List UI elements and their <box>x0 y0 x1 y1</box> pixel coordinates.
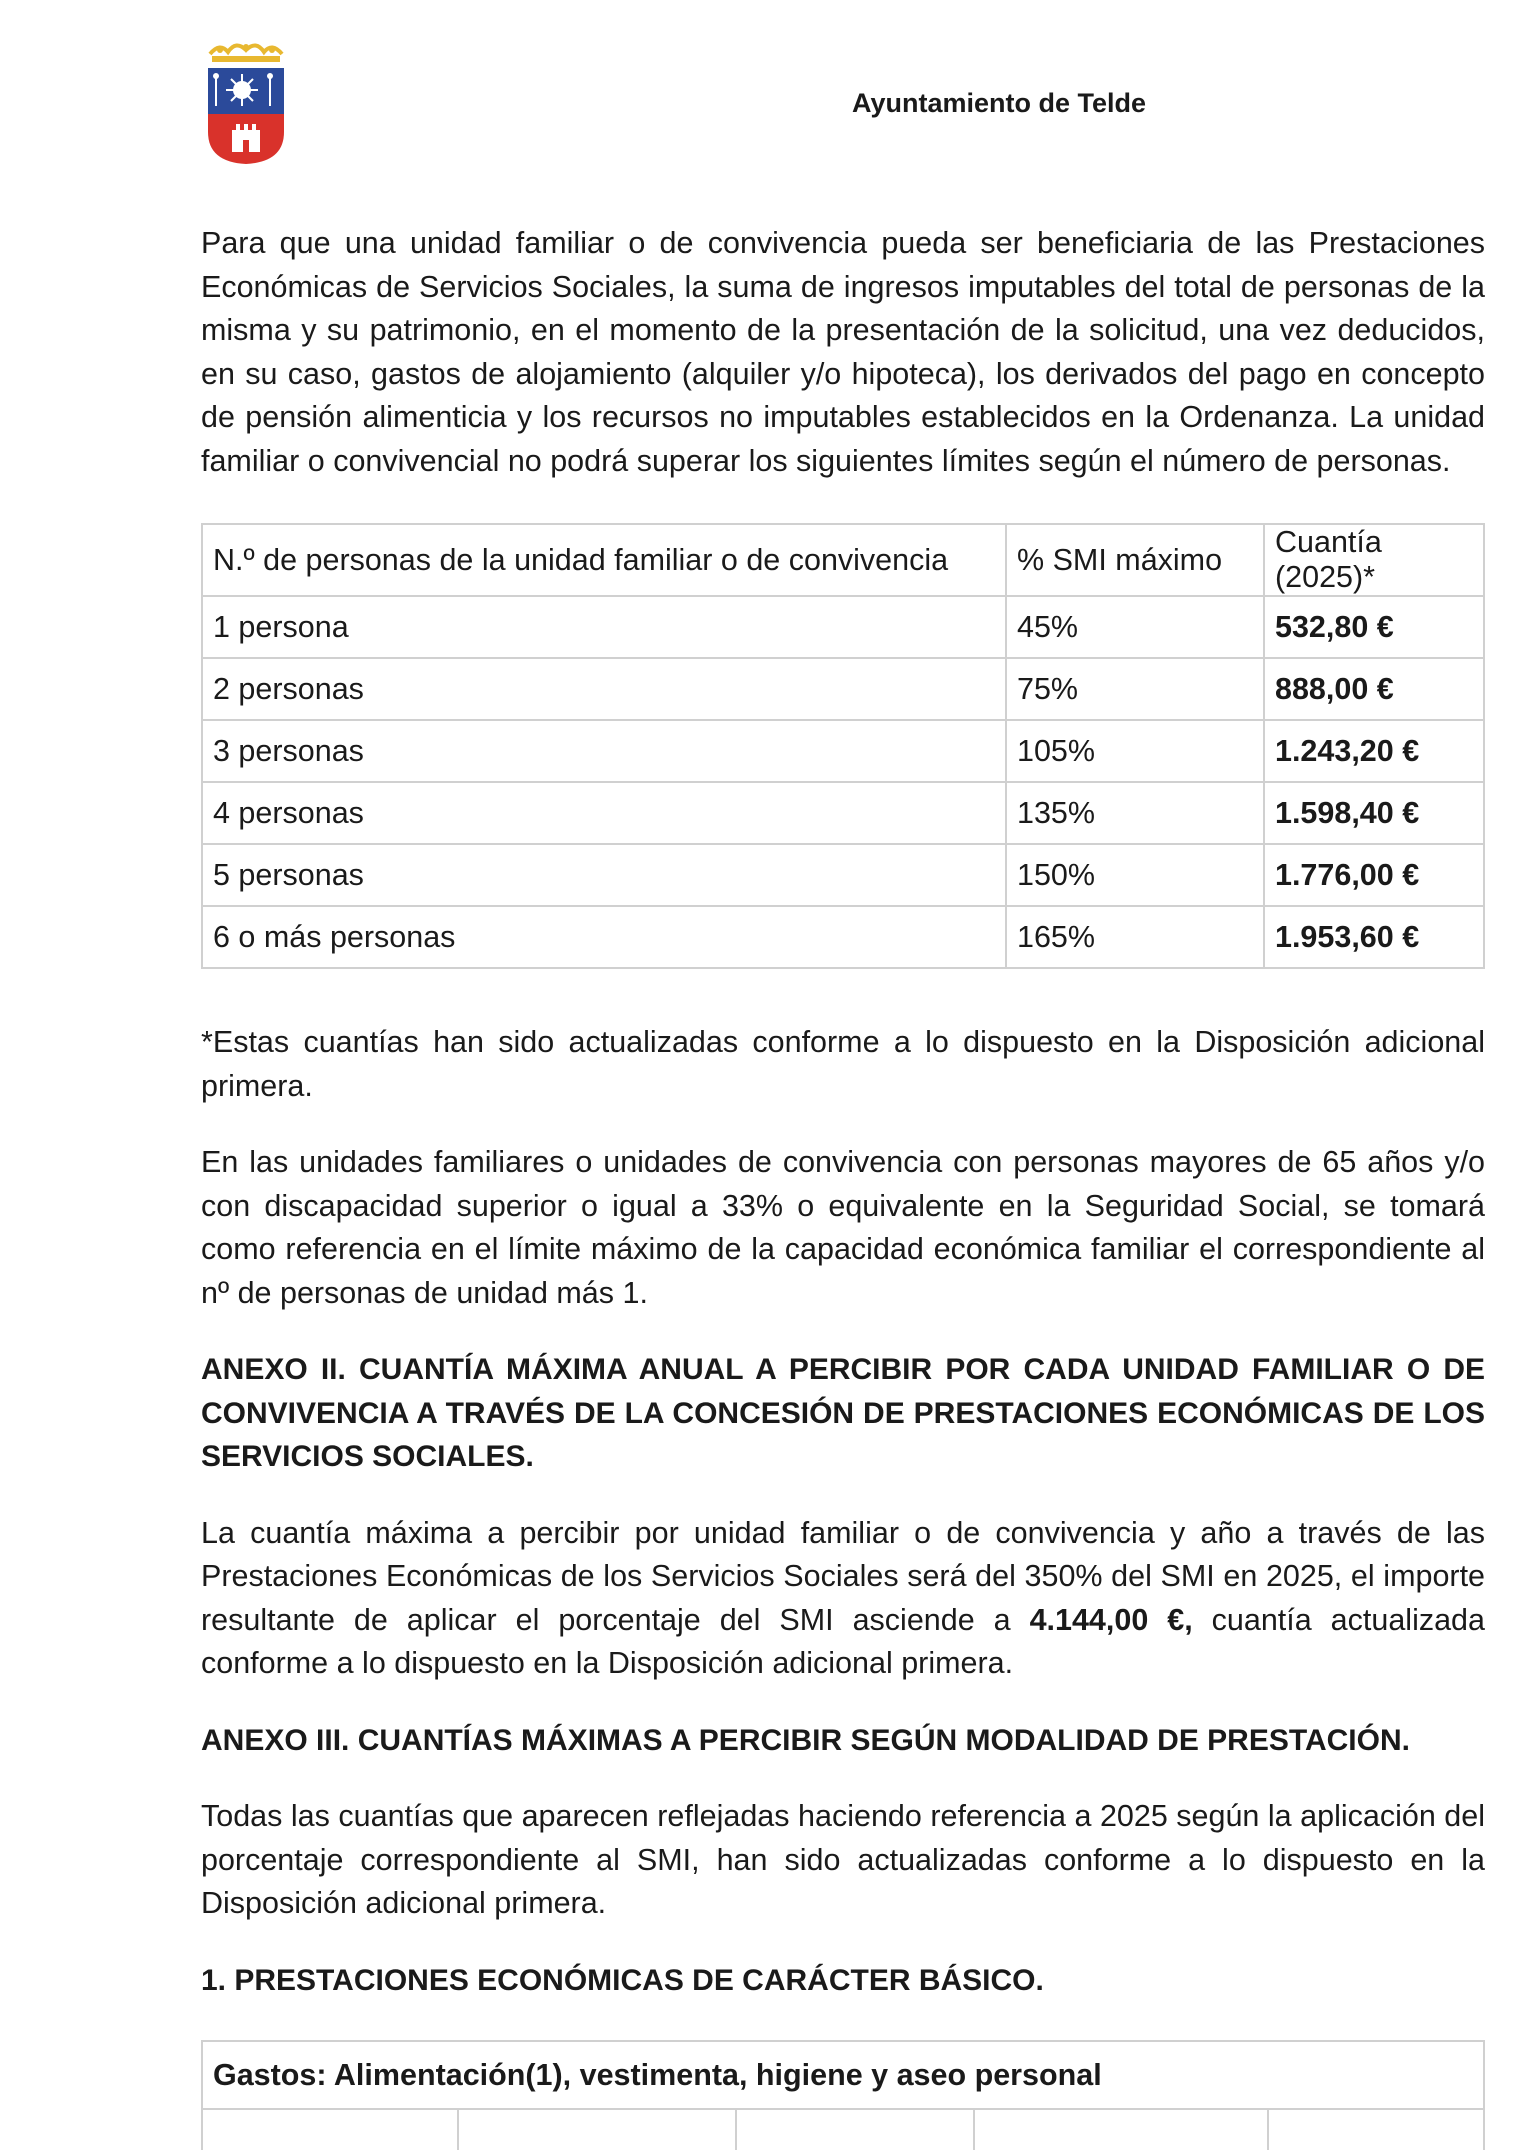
table-title-row <box>202 2041 1484 2109</box>
smi-cell: 75% <box>1006 658 1264 720</box>
footnote-paragraph: *Estas cuantías han sido actualizadas conforme a lo dispuesto en la Disposición adicional primera. <box>201 1025 1485 1103</box>
annex3-paragraph: Todas las cuantías que aparecen reflejadas haciendo referencia a 2025 según la aplicación del porcentaje correspondiente al SMI, han sido actualizadas conforme a lo dispuesto en la Disposición adicional primera. <box>201 1799 1485 1920</box>
header-persons: N.º de personas de la unidad familiar o de convivencia <box>202 524 1006 596</box>
smi-cell: 105% <box>1006 720 1264 782</box>
organization-name: Ayuntamiento de Telde <box>852 88 1147 118</box>
table-row <box>202 720 1484 782</box>
persons-cell: 4 personas <box>202 782 1006 844</box>
table-row <box>202 906 1484 968</box>
annex3-heading: ANEXO III. CUANTÍAS MÁXIMAS A PERCIBIR SEGÚN MODALIDAD DE PRESTACIÓN. <box>201 1723 1410 1757</box>
basic-benefits-table <box>201 2040 1485 2110</box>
persons-cell: 1 persona <box>202 596 1006 658</box>
table-subheader-row <box>201 2110 1485 2150</box>
table-title-cell: Gastos: Alimentación(1), vestimenta, higiene y aseo personal <box>202 2041 1484 2109</box>
amount-cell: 888,00 € <box>1264 658 1484 720</box>
table-row <box>202 844 1484 906</box>
header-smi: % SMI máximo <box>1006 524 1264 596</box>
persons-cell: 6 o más personas <box>202 906 1006 968</box>
annex2-paragraph <box>201 1512 1485 1686</box>
persons-cell: 5 personas <box>202 844 1006 906</box>
telde-coat-of-arms-logo <box>206 40 286 166</box>
annex2-heading: ANEXO II. CUANTÍA MÁXIMA ANUAL A PERCIBIR POR CADA UNIDAD FAMILIAR O DE CONVIVENCIA A TRAVÉS DE LA CONCESIÓN DE PRESTACIONES ECONÓMICAS DE LOS SERVICIOS SOCIALES. <box>201 1353 1485 1473</box>
persons-cell: 2 personas <box>202 658 1006 720</box>
table-cell-divider <box>735 2110 737 2150</box>
elderly-note-paragraph: En las unidades familiares o unidades de convivencia con personas mayores de 65 años y/o con discapacidad superior o igual a 33% o equivalente en la Seguridad Social, se tomará como referencia en el límite máximo de la capacidad económica familiar el correspondiente al nº de personas de unidad más 1. <box>201 1145 1485 1310</box>
table-row <box>202 596 1484 658</box>
table-row <box>202 782 1484 844</box>
amount-cell: 1.243,20 € <box>1264 720 1484 782</box>
section1-heading: 1. PRESTACIONES ECONÓMICAS DE CARÁCTER BÁSICO. <box>201 1963 1044 1997</box>
annex2-amount: 4.144,00 €, <box>1029 1602 1193 1637</box>
amount-cell: 532,80 € <box>1264 596 1484 658</box>
intro-paragraph: Para que una unidad familiar o de convivencia pueda ser beneficiaria de las Prestaciones Económicas de Servicios Sociales, la suma de ingresos imputables del total de personas de la misma y su patrimonio, en el momento de la presentación de la solicitud, una vez deducidos, en su caso, gastos de alojamiento (alquiler y/o hipoteca), los derivados del pago en concepto de pensión alimenticia y los recursos no imputables establecidos en la Ordenanza. La unidad familiar o convivencial no podrá superar los siguientes límites según el número de personas. <box>201 226 1485 478</box>
smi-cell: 165% <box>1006 906 1264 968</box>
annex2-text-before: La cuantía máxima a percibir por unidad familiar o de convivencia y año a través de las Prestaciones Económicas de los Servicios Sociales será del 350% del SMI en 2025, el importe resultante de aplicar el porcentaje del SMI asciende a <box>201 1515 1485 1637</box>
amount-cell: 1.776,00 € <box>1264 844 1484 906</box>
table-cell-divider <box>1267 2110 1269 2150</box>
annex2-text-after: cuantía actualizada conforme a lo dispuesto en la Disposición adicional primera. <box>201 1602 1485 1680</box>
table-cell-divider <box>973 2110 975 2150</box>
amount-cell: 1.598,40 € <box>1264 782 1484 844</box>
table-cell-divider <box>457 2110 459 2150</box>
smi-cell: 45% <box>1006 596 1264 658</box>
amount-cell: 1.953,60 € <box>1264 906 1484 968</box>
persons-cell: 3 personas <box>202 720 1006 782</box>
header-amount: Cuantía (2025)* <box>1264 524 1484 596</box>
table-header-row <box>202 524 1484 596</box>
smi-cell: 135% <box>1006 782 1264 844</box>
smi-cell: 150% <box>1006 844 1264 906</box>
document-body <box>201 222 1485 2150</box>
table-row <box>202 658 1484 720</box>
income-limits-table <box>201 523 1485 969</box>
